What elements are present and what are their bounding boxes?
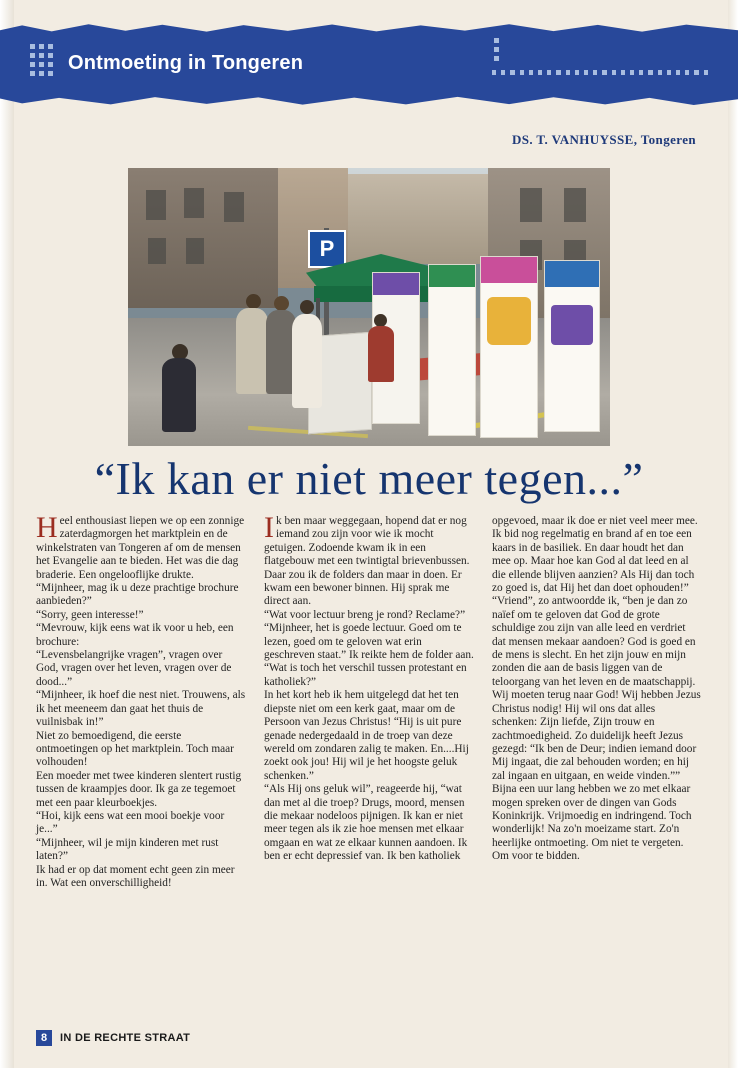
photo-window: [184, 188, 204, 218]
photo-window: [148, 238, 166, 264]
paragraph: [264, 511, 474, 609]
paragraph: “Mijnheer, wil je mijn kinderen met rust laten?”: [36, 836, 219, 863]
banner-right-dot-rule: [492, 70, 708, 78]
column-2: [264, 511, 474, 890]
photo-window: [146, 190, 166, 220]
photo-person: [368, 326, 394, 382]
author-byline: [512, 132, 696, 148]
paragraph: “Mijnheer, het is goede lectuur. Goed om te lezen, goed om te geloven wat erin geschreven staat.” Ik reikte hem de folder aan.: [264, 622, 474, 662]
photo-banner-graphic: [487, 297, 531, 345]
paragraph: “Vriend”, zo antwoordde ik, “ben je dan zo naïef om te geloven dat God de grote schuldige zou zijn van alle leed en verdriet dat mensen mekaar aandoen? God is goed en de mens is slecht. En het zijn jouw en mijn zonden die aan de basis liggen van de teloorgang van het leven en de maatschappij. Wij moeten terug naar God! Wij hebben Jezus Christus nodig! Hij wil ons dat alles schenken: Zijn liefde, Zijn trouw en zachtmoedigheid. Zo duidelijk heeft Jezus gezegd: “Ik ben de Deur; indien iemand door Mij ingaat, die zal behouden worden; en hij zal ingaan en uitgaan, en weide vinden.””: [492, 595, 701, 782]
banner-bottom-torn-edge: [0, 94, 738, 107]
publication-name: IN DE RECHTE STRAAT: [60, 1032, 191, 1044]
paragraph: Niet zo bemoedigend, die eerste ontmoetingen op het marktplein. Toch maar volhouden!: [36, 729, 234, 769]
photo-banner-strip: [429, 265, 475, 287]
paragraph: “Wat is toch het verschil tussen protestant en katholiek?”: [264, 662, 467, 688]
paragraph: “Mijnheer, mag ik u deze prachtige brochure aanbieden?”: [36, 582, 239, 608]
photo-person-head: [300, 300, 314, 314]
photo-display-banner: [428, 264, 476, 436]
photo-person: [292, 314, 322, 408]
drop-cap: H: [36, 511, 58, 544]
paragraph: “Sorry, geen interesse!”: [36, 608, 144, 621]
page-title: “Ik kan er niet meer tegen...”: [94, 453, 644, 504]
paragraph: “Mijnheer, ik hoef die nest niet. Trouwens, als ik het meeneem dan gaat het thuis de vuilnisbak in!”: [36, 689, 246, 729]
paragraph: “Hoi, kijk eens wat een mooi boekje voor je...”: [36, 809, 225, 836]
photo-banner-strip: [373, 273, 419, 295]
paragraph: Bijna een uur lang hebben we zo met elkaar mogen spreken over de dingen van Gods Koninkrijk. Vrijmoedig en indringend. Toch wonderlijk! Na zo'n moeizame start. Zo'n heerlijke ontmoeting. Om niet te vergeten. Om voor te bidden.: [492, 783, 692, 863]
paragraph: [36, 511, 246, 582]
photo-window: [224, 192, 244, 222]
column-3: [492, 515, 702, 890]
author-name: DS. T. VANHUYSSE,: [511, 132, 638, 147]
photo-display-banner: [544, 260, 600, 432]
photo-building-mid: [348, 174, 488, 264]
paragraph: “Wat voor lectuur breng je rond? Reclame?”: [264, 608, 466, 621]
parking-sign-icon: P: [308, 230, 346, 268]
paragraph: Een moeder met twee kinderen slentert rustig tussen de kraampjes door. Ik ga ze tegemoet met een paar kleurboekjes.: [36, 769, 242, 809]
photo-person: [236, 308, 268, 394]
paragraph: “Levensbelangrijke vragen”, vragen over God, vragen over het leven, vragen over de dood...”: [36, 649, 232, 688]
page-number: 8: [36, 1030, 52, 1046]
photo-banner-graphic: [551, 305, 593, 345]
paragraph: Ik had er op dat moment echt geen zin meer in. Wat een onverschilligheid!: [36, 863, 235, 889]
photo-window: [186, 238, 204, 264]
article-section-title: Ontmoeting in Tongeren: [68, 52, 304, 74]
article-body: [36, 511, 702, 890]
photo-banner-strip: [545, 261, 599, 287]
paragraph: opgevoed, maar ik doe er niet veel meer mee. Ik bid nog regelmatig en brand af en toe een kaars in de basiliek. En daar houdt het dan mee op. Maar hoe kan God al dat leed en al die ellende blijven aanzien? Als Hij dan toch zo goed is, dat Hij het dan doet ophouden!”: [492, 515, 698, 595]
photo-person-head: [246, 294, 261, 309]
banner-divider-dots: [494, 38, 500, 68]
banner-top-torn-edge: [0, 23, 738, 35]
photo-banner-strip: [481, 257, 537, 283]
paragraph: “Mevrouw, kijk eens wat ik voor u heb, een brochure:: [36, 622, 234, 648]
photo-person: [162, 358, 196, 432]
drop-cap: I: [264, 511, 274, 544]
photo-display-banner: [480, 256, 538, 438]
photo-person-head: [274, 296, 289, 311]
paragraph: “Als Hij ons geluk wil”, reageerde hij, “wat dan met al die troep? Drugs, moord, mensen die mekaar nodeloos pijnigen. Ik kan er niet meer tegen als ik zie hoe mensen met elkaar omgaan en wat ze elkaar kunnen aandoen. Ik ben er echt depressief van. Ik ben katholiek: [264, 783, 468, 863]
photo-window: [564, 188, 586, 222]
paragraph: In het kort heb ik hem uitgelegd dat het ten diepste niet om een kerk gaat, maar om de Persoon van Jezus Christus! “Hij is uit pure genade nedergedaald in de troep van deze wereld om zondaren zalig te maken. En....Hij zoekt ook jou! Hij wil je het hoogste geluk schenken.”: [264, 689, 469, 782]
paragraph-text: k ben maar weggegaan, hopend dat er nog iemand zou zijn voor wie ik mocht getuigen. Zodoende kwam ik in een flatgebouw met een twintigtal brievenbussen. Daar zou ik de folders dan maar in doen. Er kwam een bewoner binnen. Hij sprak me direct aan.: [264, 515, 470, 608]
page-edge-left: [0, 0, 14, 1068]
column-1: [36, 511, 246, 890]
banner-left-dot-pattern: [30, 44, 56, 80]
photo-window: [520, 188, 542, 222]
article-photo: [128, 168, 610, 446]
page-footer: [36, 1030, 190, 1046]
author-city: Tongeren: [640, 132, 696, 147]
page-edge-right: [728, 0, 738, 1068]
paragraph-text: eel enthousiast liepen we op een zonnige zaterdagmorgen het marktplein en de winkelstraten van Tongeren af om de mensen het Evangelie aan te bieden. Het was die dag braderie. Een ongelooflijke drukte.: [36, 515, 245, 581]
